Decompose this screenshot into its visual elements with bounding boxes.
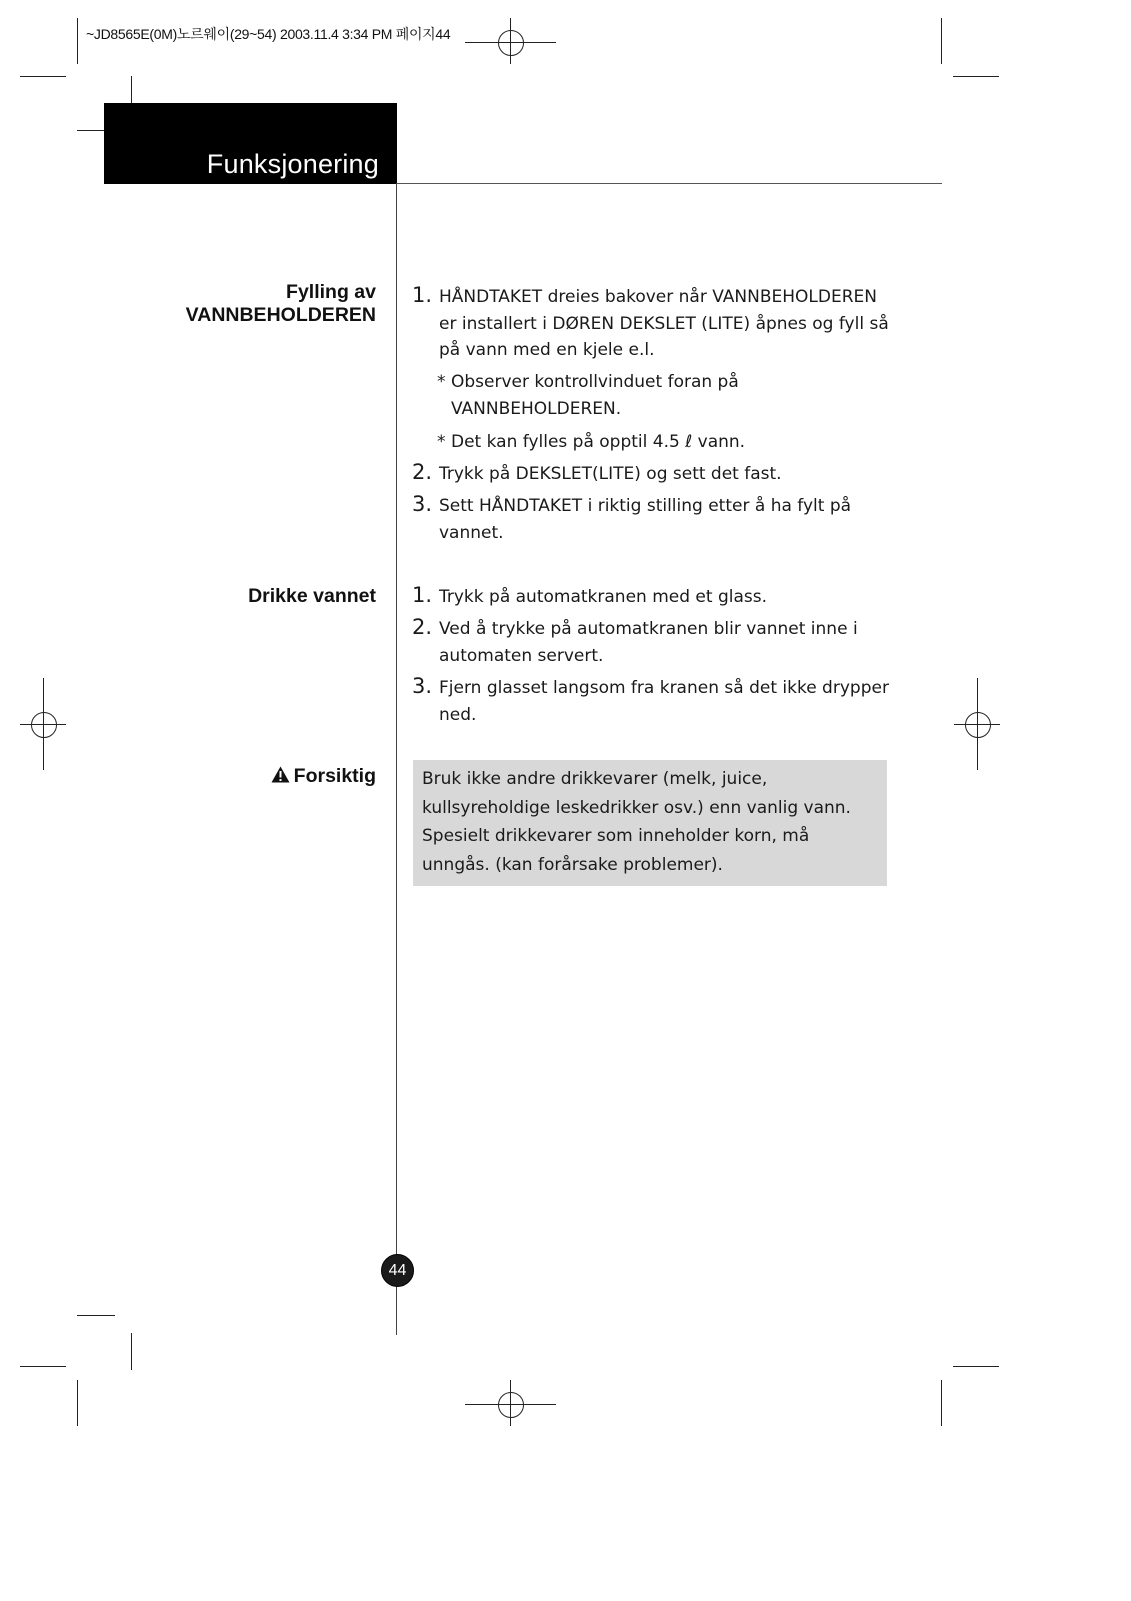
crop-mark [20, 76, 66, 77]
crop-mark [20, 1366, 66, 1367]
page-number-badge [381, 1254, 414, 1287]
registration-crosshair-icon [510, 1380, 511, 1426]
header-rule [397, 183, 942, 184]
column-divider [396, 183, 397, 1335]
registration-crosshair-icon [465, 42, 556, 43]
page-title: Funksjonering [206, 149, 379, 179]
crop-mark [941, 18, 942, 64]
section-heading-caution: Forsiktig [271, 765, 376, 788]
registration-crosshair-icon [954, 724, 1000, 725]
registration-crosshair-icon [31, 712, 57, 738]
crop-mark [77, 1380, 78, 1426]
registration-crosshair-icon [498, 30, 524, 56]
crop-mark [953, 1366, 999, 1367]
crop-mark [77, 1315, 115, 1316]
caution-box [413, 760, 887, 886]
print-slug: ~JD8565E(0M)노르웨이(29~54) 2003.11.4 3:34 PM 페이지44 [86, 26, 451, 42]
crop-mark [941, 1380, 942, 1426]
registration-crosshair-icon [510, 18, 511, 64]
crop-mark [77, 130, 105, 131]
registration-crosshair-icon [465, 1404, 556, 1405]
section-heading-drinking: Drikke vannet [248, 585, 376, 607]
registration-crosshair-icon [20, 724, 66, 725]
crop-mark [131, 1333, 132, 1370]
registration-crosshair-icon [498, 1392, 524, 1418]
crop-mark [77, 18, 78, 64]
caution-text: Bruk ikke andre drikkevarer (melk, juice, kullsyreholdige leskedrikker osv.) enn vanlig vann. Spesielt drikkevarer som inneholder korn, må unngås. (kan forårsake problemer). [422, 769, 851, 875]
crop-mark [953, 76, 999, 77]
warning-triangle-icon [271, 766, 290, 783]
page-number: 44 [388, 1262, 407, 1279]
title-bar [104, 103, 397, 184]
section-heading-filling: Fylling av VANNBEHOLDEREN [185, 281, 376, 326]
registration-crosshair-icon [965, 712, 991, 738]
crop-mark [131, 76, 132, 104]
